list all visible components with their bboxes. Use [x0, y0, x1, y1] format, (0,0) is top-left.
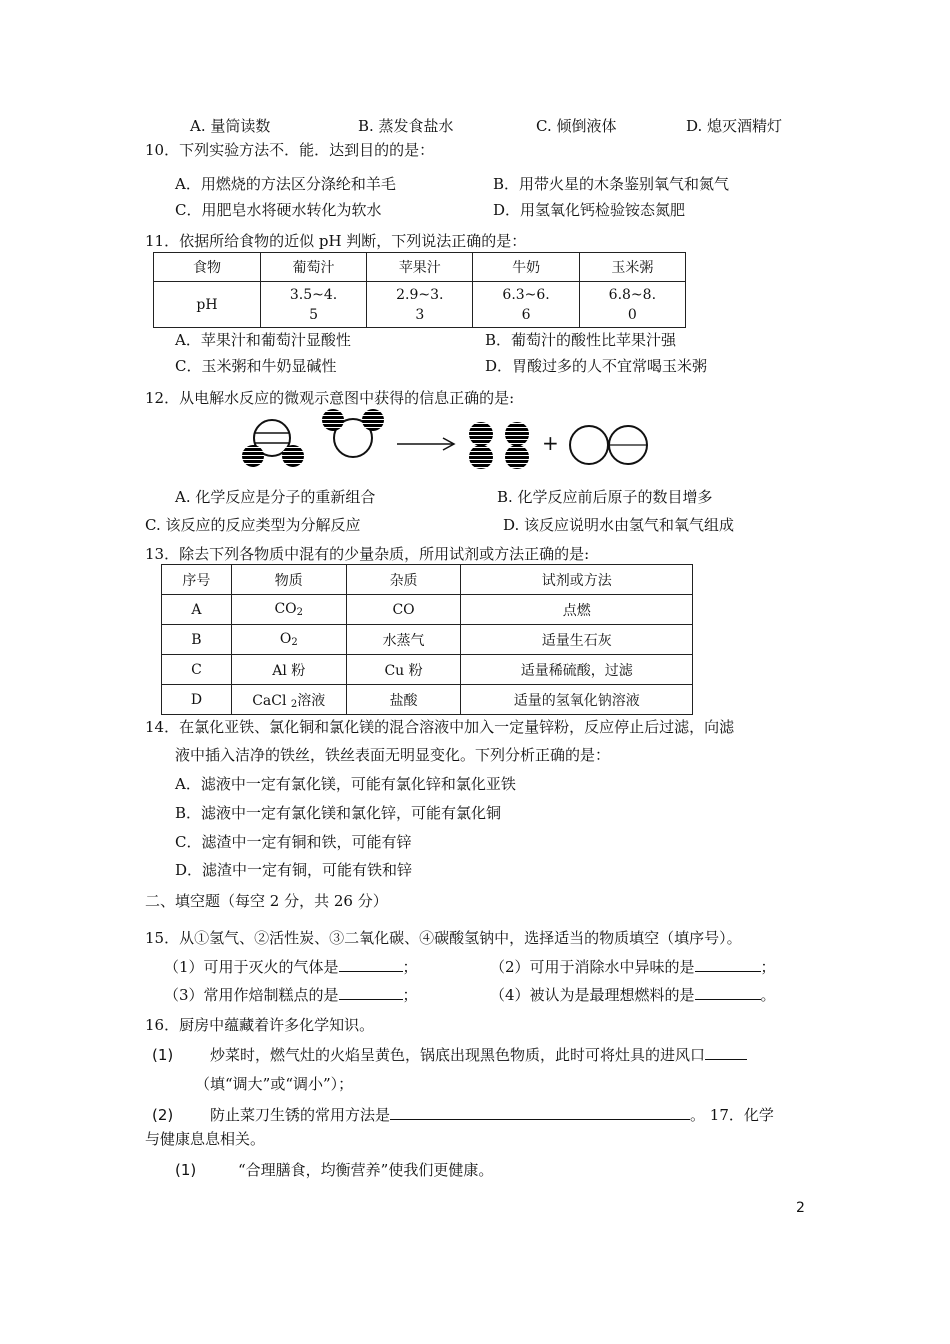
- q12-option-b: B. 化学反应前后原子的数目增多: [497, 488, 713, 506]
- impurity-row-method: 适量稀硫酸，过滤: [461, 655, 693, 685]
- q12-stem: 12．从电解水反应的微观示意图中获得的信息正确的是:: [145, 389, 515, 407]
- q14-stem-line2: 液中插入洁净的铁丝，铁丝表面无明显变化。下列分析正确的是：: [175, 746, 611, 764]
- plus-sign: +: [542, 431, 559, 455]
- q17-item1-text: “合理膳食，均衡营养”使我们更健康。: [238, 1161, 494, 1179]
- answer-blank[interactable]: [695, 957, 761, 972]
- answer-blank[interactable]: [705, 1045, 747, 1060]
- q16-item2-number: (2): [152, 1106, 174, 1124]
- q14-option-c: C．滤渣中一定有铜和铁，可能有锌: [175, 833, 412, 851]
- ph-cell: 2.9~3. 3: [367, 282, 473, 328]
- impurity-row-id: B: [162, 625, 232, 655]
- q12-option-d: D. 该反应说明水由氢气和氧气组成: [503, 516, 735, 534]
- impurity-header-substance: 物质: [231, 565, 346, 595]
- q10-option-a: A．用燃烧的方法区分涤纶和羊毛: [175, 175, 396, 193]
- q10-option-b: B．用带火星的木条鉴别氧气和氮气: [493, 175, 730, 193]
- impurity-row-method: 点燃: [461, 595, 693, 625]
- q12-option-a: A. 化学反应是分子的重新组合: [175, 488, 376, 506]
- q16-item1-text: 炒菜时，燃气灶的火焰呈黄色，锅底出现黑色物质，此时可将灶具的进风口: [210, 1045, 747, 1065]
- q14-option-a: A．滤液中一定有氯化镁，可能有氯化锌和氯化亚铁: [175, 775, 516, 793]
- impurity-row-method: 适量的氢氧化钠溶液: [461, 685, 693, 715]
- impurity-row-id: C: [162, 655, 232, 685]
- q9-option-b: B. 蒸发食盐水: [358, 117, 454, 135]
- section-title: 二、填空题（每空 2 分，共 26 分）: [145, 892, 388, 910]
- q15-stem: 15．从①氢气、②活性炭、③二氧化碳、④碳酸氢钠中，选择适当的物质填空（填序号）。: [145, 929, 742, 947]
- q14-option-b: B．滤液中一定有氯化镁和氯化锌，可能有氯化铜: [175, 804, 502, 822]
- q11-stem: 11．依据所给食物的近似 pH 判断，下列说法正确的是：: [145, 232, 527, 250]
- q9-option-c: C. 倾倒液体: [536, 117, 617, 135]
- ph-header-grape: 葡萄汁: [260, 253, 366, 282]
- impurity-row-id: D: [162, 685, 232, 715]
- q10-stem: 10．下列实验方法不．能．达到目的的是：: [145, 141, 435, 159]
- ph-cell: 6.3~6. 6: [473, 282, 579, 328]
- answer-blank[interactable]: [339, 985, 403, 1000]
- q15-item-4: （4）被认为是最理想燃料的是 。: [490, 986, 776, 1004]
- q11-option-d: D．胃酸过多的人不宜常喝玉米粥: [485, 357, 708, 375]
- ph-header-milk: 牛奶: [473, 253, 579, 282]
- q13-stem: 13．除去下列各物质中混有的少量杂质，所用试剂或方法正确的是:: [145, 545, 590, 563]
- water-molecule-icon: [242, 420, 304, 467]
- q15-item-2: （2）可用于消除水中异味的是 ；: [490, 958, 776, 976]
- q16-item2-text: 防止菜刀生锈的常用方法是 。 17．化学: [210, 1106, 774, 1124]
- impurity-row-impurity: Cu 粉: [346, 655, 461, 685]
- impurity-row-substance: $O_2$: [231, 625, 346, 655]
- ph-header-porridge: 玉米粥: [579, 253, 685, 282]
- answer-blank[interactable]: [390, 1105, 690, 1120]
- impurity-row-impurity: CO: [346, 595, 461, 625]
- reaction-arrow-icon: [397, 438, 454, 450]
- ph-cell: 6.8~8. 0: [579, 282, 685, 328]
- impurity-row-substance: CaCl $_2$溶液: [231, 685, 346, 715]
- q10-option-c: C．用肥皂水将硬水转化为软水: [175, 201, 382, 219]
- impurity-row-method: 适量生石灰: [461, 625, 693, 655]
- impurity-table: [161, 564, 693, 715]
- q9-option-d: D. 熄灭酒精灯: [686, 117, 783, 135]
- q14-option-d: D．滤渣中一定有铜，可能有铁和锌: [175, 861, 413, 879]
- ph-row-label: pH: [154, 282, 261, 328]
- q11-option-a: A．苹果汁和葡萄汁显酸性: [175, 331, 351, 349]
- impurity-header-method: 试剂或方法: [461, 565, 693, 595]
- page-number: 2: [796, 1200, 805, 1216]
- q12-option-c: C. 该反应的反应类型为分解反应: [145, 516, 361, 534]
- q9-option-a: A. 量筒读数: [190, 117, 271, 135]
- impurity-row-impurity: 水蒸气: [346, 625, 461, 655]
- q16-item1-continuation: （填“调大”或“调小”）；: [195, 1075, 354, 1093]
- hydrogen-molecule-icon: [469, 422, 493, 469]
- impurity-header-impurity: 杂质: [346, 565, 461, 595]
- answer-blank[interactable]: [339, 957, 403, 972]
- q17-stem-continuation: 与健康息息相关。: [145, 1130, 266, 1148]
- q15-item-3: （3）常用作焙制糕点的是 ；: [164, 986, 418, 1004]
- electrolysis-diagram: [235, 408, 665, 478]
- q16-stem: 16．厨房中蕴藏着许多化学知识。: [145, 1016, 375, 1034]
- q11-option-b: B．葡萄汁的酸性比苹果汁强: [485, 331, 677, 349]
- q10-option-d: D．用氢氧化钙检验铵态氮肥: [493, 201, 686, 219]
- q17-item1-number: (1): [175, 1161, 197, 1179]
- hydrogen-molecule-icon: [505, 422, 529, 469]
- impurity-row-substance: Al 粉: [231, 655, 346, 685]
- impurity-header-id: 序号: [162, 565, 232, 595]
- impurity-row-impurity: 盐酸: [346, 685, 461, 715]
- ph-header-apple: 苹果汁: [367, 253, 473, 282]
- water-molecule-icon: [322, 409, 384, 457]
- q11-option-c: C．玉米粥和牛奶显碱性: [175, 357, 337, 375]
- ph-cell: 3.5~4. 5: [260, 282, 366, 328]
- answer-blank[interactable]: [695, 985, 761, 1000]
- oxygen-molecule-icon: [570, 426, 647, 464]
- q16-item1-number: (1): [152, 1046, 174, 1064]
- impurity-row-id: A: [162, 595, 232, 625]
- ph-header-food: 食物: [154, 253, 261, 282]
- impurity-row-substance: $CO_2$: [231, 595, 346, 625]
- ph-table: [153, 252, 686, 328]
- q15-item-1: （1）可用于灭火的气体是 ；: [164, 958, 418, 976]
- q14-stem-line1: 14．在氯化亚铁、氯化铜和氯化镁的混合溶液中加入一定量锌粉，反应停止后过滤，向滤: [145, 718, 735, 736]
